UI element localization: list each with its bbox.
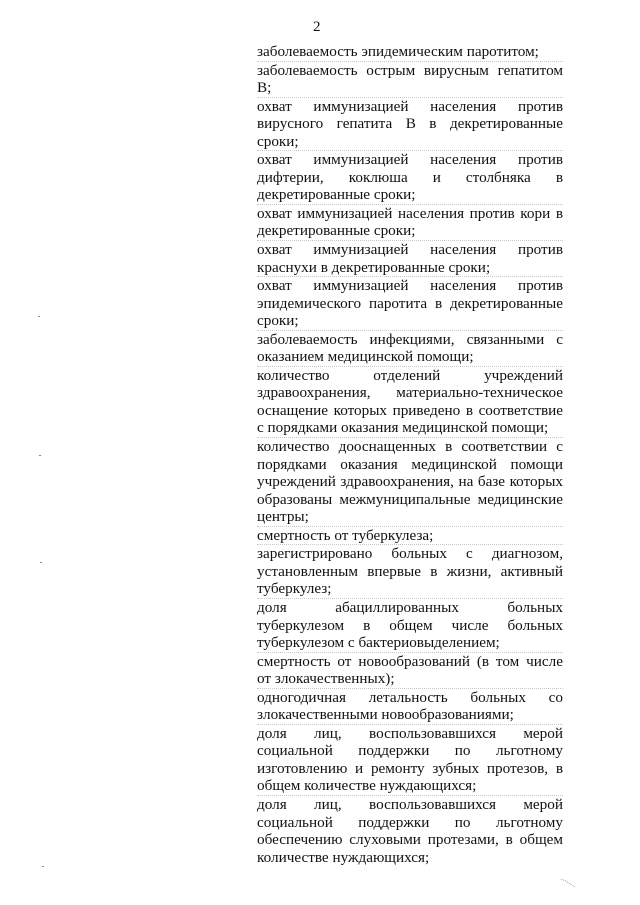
scan-speck xyxy=(42,866,44,867)
list-item: смертность от новообразований (в том числе от злокачественных); xyxy=(257,652,563,688)
list-item: одногодичная летальность больных со злокачественными новообразованиями; xyxy=(257,688,563,724)
list-item: количество отделений учреждений здравоохранения, материально-техническое оснащение которых приведено в соответствие с порядками оказания медицинской помощи; xyxy=(257,366,563,437)
list-item: охват иммунизацией населения против кори в декретированные сроки; xyxy=(257,204,563,240)
list-item: доля абациллированных больных туберкулезом в общем числе больных туберкулезом с бактериовыделением; xyxy=(257,598,563,652)
list-item: зарегистрировано больных с диагнозом, установленным впервые в жизни, активный туберкулез; xyxy=(257,545,563,598)
list-item: охват иммунизацией населения против эпидемического паротита в декретированные сроки; xyxy=(257,277,563,330)
scan-speck xyxy=(38,316,40,317)
list-item: заболеваемость эпидемическим паротитом; xyxy=(257,43,563,62)
list-item: охват иммунизацией населения против дифтерии, коклюша и столбняка в декретированные сроки; xyxy=(257,151,563,204)
list-item: заболеваемость инфекциями, связанными с оказанием медицинской помощи; xyxy=(257,330,563,366)
list-item: количество дооснащенных в соответствии с порядками оказания медицинской помощи учреждений здравоохранения, на базе которых образованы межмуниципальные медицинские центры; xyxy=(257,438,563,526)
scan-speck xyxy=(39,455,41,456)
indicator-list xyxy=(257,43,563,866)
list-item: доля лиц, воспользовавшихся мерой социальной поддержки по льготному изготовлению и ремонту зубных протезов, в общем количестве нуждающихся; xyxy=(257,724,563,795)
list-item: охват иммунизацией населения против вирусного гепатита В в декретированные сроки; xyxy=(257,97,563,150)
scan-speck xyxy=(40,562,42,563)
list-item: заболеваемость острым вирусным гепатитом В; xyxy=(257,61,563,97)
list-item: доля лиц, воспользовавшихся мерой социальной поддержки по льготному обеспечению слуховыми протезами, в общем количестве нуждающихся; xyxy=(257,795,563,866)
page-number: 2 xyxy=(313,19,321,35)
scan-corner-mark xyxy=(560,877,578,889)
list-item: смертность от туберкулеза; xyxy=(257,527,563,546)
list-item: охват иммунизацией населения против краснухи в декретированные сроки; xyxy=(257,241,563,276)
